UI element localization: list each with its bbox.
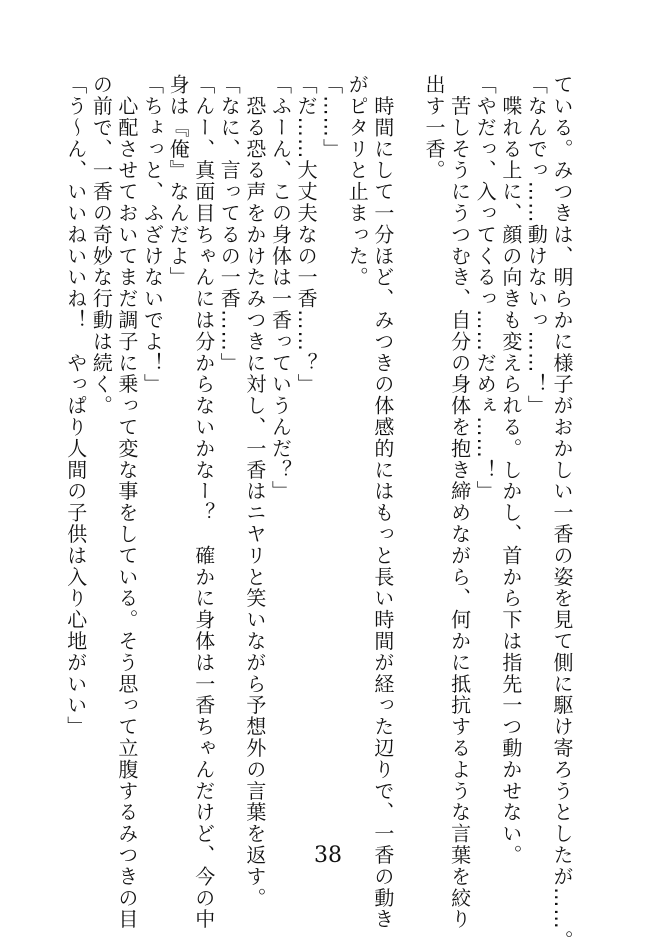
- page-number: 38: [314, 843, 342, 868]
- text-line: 恐る恐る声をかけたみつきに対し、一香はニヤリと笑いながら予想外の言葉を返す。: [242, 74, 267, 909]
- text-line: 身は『俺』なんだよ」: [166, 74, 191, 288]
- text-line: 時間にして一分ほど、みつきの体感的にはもっと長い時間が経った辺りで、一香の動き: [370, 74, 395, 930]
- text-line: 「なんでっ……動けないっ……！」: [524, 74, 549, 417]
- text-line: 苦しそうにうつむき、自分の身体を抱き締めながら、何かに抵抗するような言葉を絞り: [447, 74, 472, 930]
- text-line: 「なに、言ってるの一香……」: [217, 74, 242, 374]
- text-line: 喋れる上に、顔の向きも変えられる。しかし、首から下は指先一つ動かせない。: [498, 74, 523, 866]
- text-line: 「だ……大丈夫なの一香……？」: [294, 74, 319, 395]
- text-line: 「んー、真面目ちゃんには分からないかなー？ 確かに身体は一香ちゃんだけど、今の中: [191, 74, 216, 930]
- text-line: 「ちょっと、ふざけないでよ！」: [140, 74, 165, 395]
- text-line: 「ふーん、この身体は一香っていうんだ？」: [268, 74, 293, 502]
- text-line: 「やだっ、入ってくるっ……だめぇ……！」: [473, 74, 498, 502]
- text-line: 「……」: [319, 74, 344, 160]
- text-line: 「う～ん、いいねいいね！ やっぱり人間の子供は入り心地がいい」: [63, 74, 88, 738]
- blank-line: [395, 74, 421, 844]
- text-line: 心配させておいてまだ調子に乗って変な事をしている。そう思って立腹するみつきの目: [114, 74, 139, 930]
- text-line: 出す一香。: [422, 74, 447, 181]
- text-line: の前で、一香の奇妙な行動は続く。: [89, 74, 114, 417]
- text-line: がピタリと止まった。: [345, 74, 370, 288]
- text-line: ている。みつきは、明らかに様子がおかしい一香の姿を見て側に駆け寄ろうとしたが……。: [550, 74, 574, 951]
